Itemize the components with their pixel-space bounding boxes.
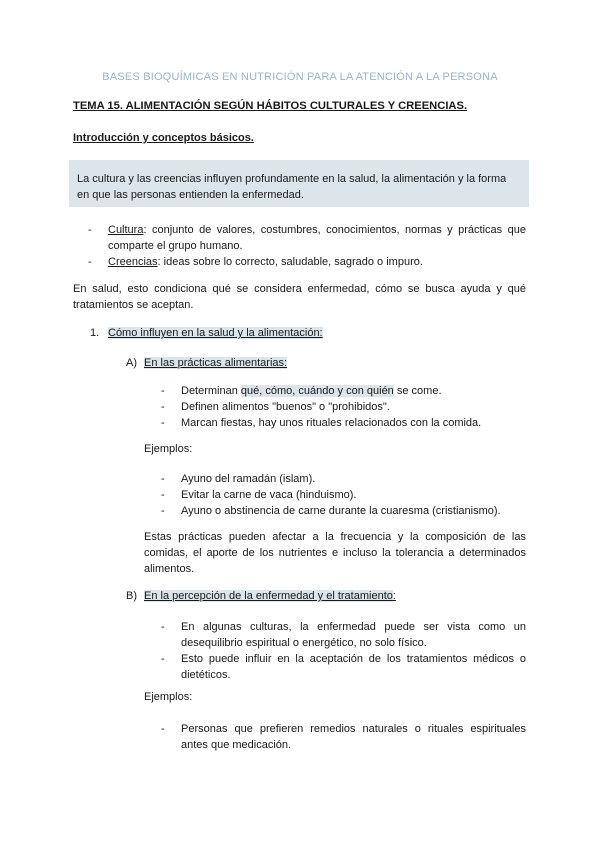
list-dash: - <box>161 505 165 517</box>
document-header: BASES BIOQUÍMICAS EN NUTRICIÓN PARA LA ATENCIÓN A LA PERSONA <box>102 71 498 83</box>
list-dash: - <box>161 417 165 429</box>
section-number: 1. <box>90 327 100 339</box>
intro-callout-text: La cultura y las creencias influyen profundamente en la salud, la alimentación y la forma en que las personas entienden la enfermedad. <box>77 173 507 201</box>
definition-text: : conjunto de valores, costumbres, conocimientos, normas y prácticas que comparte el grupo humano. <box>108 224 526 252</box>
list-dash: - <box>161 653 165 665</box>
list-text: Ayuno o abstinencia de carne durante la cuaresma (cristianismo). <box>181 505 501 517</box>
examples-label-b: Ejemplos: <box>144 691 193 703</box>
list-item <box>161 721 526 753</box>
subsection-title-b-text: En la percepción de la enfermedad y el tratamiento <box>144 590 393 602</box>
list-item <box>161 471 526 487</box>
highlighted-phrase: qué, cómo, cuándo y con quién <box>240 385 394 397</box>
definition-term: Creencias <box>108 256 158 268</box>
list-item <box>161 399 526 415</box>
intro-callout-box <box>69 160 529 207</box>
practices-list <box>161 383 526 431</box>
definitions-list <box>88 222 526 270</box>
list-text: Personas que prefieren remedios naturales o rituales espirituales antes que medicación. <box>181 723 526 751</box>
list-dash: - <box>161 385 165 397</box>
examples-list-b <box>161 721 526 753</box>
list-text: Determinan <box>181 385 241 397</box>
list-dash: - <box>161 473 165 485</box>
list-dash: - <box>161 621 165 633</box>
list-text: Evitar la carne de vaca (hinduismo). <box>181 489 357 501</box>
list-text: Marcan fiestas, hay unos rituales relacionados con la comida. <box>181 417 482 429</box>
subsection-title-b-suffix: : <box>392 590 396 602</box>
section-title-text: Cómo influyen en la salud y la alimentación: <box>108 327 323 339</box>
list-dash: - <box>88 256 92 268</box>
subsection-title-a-text: En las prácticas alimentarias: <box>144 357 288 369</box>
perception-list <box>161 619 526 683</box>
subsection-title-a <box>144 357 287 369</box>
examples-list-a <box>161 471 526 519</box>
subsection-letter-b: B) <box>126 590 137 602</box>
definition-term: Cultura <box>108 224 144 236</box>
list-item <box>88 254 526 270</box>
list-dash: - <box>161 489 165 501</box>
list-item <box>161 619 526 651</box>
list-item <box>161 487 526 503</box>
definition-text: : ideas sobre lo correcto, saludable, sagrado o impuro. <box>157 256 423 268</box>
list-item <box>161 651 526 683</box>
section-heading-intro: Introducción y conceptos básicos. <box>73 132 254 144</box>
practices-closing-paragraph: Estas prácticas pueden afectar a la frecuencia y la composición de las comidas, el aporte de los nutrientes e incluso la tolerancia a determinados alimentos. <box>144 531 526 575</box>
list-item <box>88 222 526 254</box>
list-dash: - <box>161 401 165 413</box>
list-dash: - <box>161 723 165 735</box>
list-text: Ayuno del ramadán (islam). <box>181 473 316 485</box>
list-text: se come. <box>393 385 442 397</box>
topic-title: TEMA 15. ALIMENTACIÓN SEGÚN HÁBITOS CULTURALES Y CREENCIAS. <box>73 100 468 112</box>
list-text: En algunas culturas, la enfermedad puede ser vista como un desequilibrio espiritual o energético, no solo físico. <box>181 621 526 649</box>
list-text: Definen alimentos "buenos" o "prohibidos". <box>181 401 390 413</box>
subsection-title-b <box>144 590 396 602</box>
section-title <box>108 327 323 339</box>
examples-label-a: Ejemplos: <box>144 443 193 455</box>
list-item <box>161 415 526 431</box>
list-item <box>161 503 526 519</box>
list-item <box>161 383 526 399</box>
summary-paragraph: En salud, esto condiciona qué se considera enfermedad, cómo se busca ayuda y qué tratamientos se aceptan. <box>73 283 526 311</box>
subsection-letter-a: A) <box>126 357 137 369</box>
list-text: Esto puede influir en la aceptación de los tratamientos médicos o dietéticos. <box>181 653 526 681</box>
list-dash: - <box>88 224 92 236</box>
